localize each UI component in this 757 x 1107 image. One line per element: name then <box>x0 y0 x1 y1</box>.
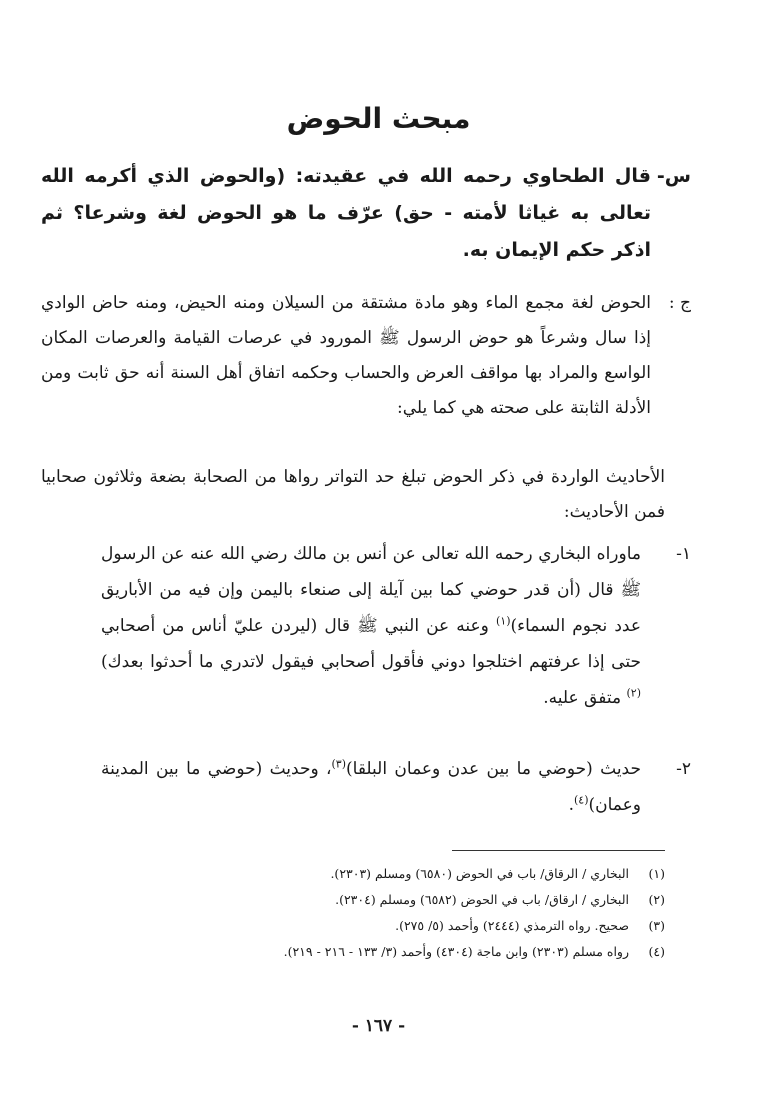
hadith-text-part: . <box>568 795 574 815</box>
hadith-text-part: متفق عليه. <box>543 688 627 708</box>
hadith-text-part: وعنه عن النبي ﷺ قال (ليردن عليّ أناس من أصحابي حتى إذا عرفتهم اختلجوا دوني فأقول أصحابي فيقول لاتدري ما أحدثوا بعدك) <box>101 616 641 672</box>
footnote-2 <box>335 890 665 910</box>
hadith-item-2 <box>101 751 691 823</box>
hadith-text-part: ماوراه البخاري رحمه الله تعالى عن أنس بن مالك رضي الله عنه عن الرسول ﷺ قال (أن قدر حوضي كما بين آيلة إلى صنعاء باليمن وإن فيه من الأباريق عدد نجوم السماء) <box>101 544 641 636</box>
answer-label: ج : <box>668 293 691 313</box>
answer-text: الحوض لغة مجمع الماء وهو مادة مشتقة من السيلان ومنه الحيض، ومنه حاض الوادي إذا سال وشرعاً هو حوض الرسول ﷺ المورود في عرصات القيامة والعرصات المكان الواسع والمراد بها مواقف العرض والحساب وحكمه اتفاق أهل السنة أنه حق ثابت ومن الأدلة الثابتة على صحته هي كما يلي: <box>41 293 651 418</box>
hadith-text <box>101 536 641 716</box>
footnote-3 <box>395 916 665 936</box>
footnote-number: (٣) <box>648 918 665 933</box>
page-title: مبحث الحوض <box>286 102 471 135</box>
footnote-ref: (٢) <box>626 686 641 700</box>
footnote-4 <box>284 942 665 962</box>
footnote-number: (١) <box>648 866 665 881</box>
footnote-text: صحيح. رواه الترمذي (٢٤٤٤) وأحمد (٥/ ٢٧٥). <box>395 918 629 933</box>
footnote-number: (٤) <box>648 944 665 959</box>
footnote-ref: (٣) <box>331 757 347 771</box>
hadith-number: ١- <box>676 544 691 564</box>
footnote-1 <box>330 864 665 884</box>
footnote-ref: (٤) <box>574 793 589 807</box>
footnote-ref: (١) <box>495 614 511 628</box>
footnote-number: (٢) <box>648 892 665 907</box>
hadith-number: ٢- <box>676 759 691 779</box>
footnote-text: البخاري / الرقاق/ باب في الحوض (٦٥٨٠) ومسلم (٢٣٠٣). <box>330 866 629 881</box>
question-block <box>41 158 691 269</box>
hadith-text <box>101 751 641 823</box>
question-label: س- <box>656 165 691 187</box>
hadith-item-1 <box>101 536 691 716</box>
question-text: قال الطحاوي رحمه الله في عقيدته: (والحوض الذي أكرمه الله تعالى به غياثا لأمته - حق) عرّف ما هو الحوض لغة وشرعا؟ ثم اذكر حكم الإيمان به. <box>41 165 651 261</box>
page-number: - ١٦٧ - <box>351 1016 406 1036</box>
answer-block <box>41 286 691 426</box>
hadith-intro-paragraph: الأحاديث الواردة في ذكر الحوض تبلغ حد التواتر رواها من الصحابة بضعة وثلاثون صحابيا فمن الأحاديث: <box>41 467 665 522</box>
hadith-text-part: حديث (حوضي ما بين عدن وعمان البلقا) <box>346 759 641 779</box>
footnote-divider <box>452 850 665 851</box>
footnote-text: البخاري / ارقاق/ باب في الحوض (٦٥٨٢) ومسلم (٢٣٠٤). <box>335 892 629 907</box>
hadith-text-part: ، وحديث (حوضي ما بين المدينة وعمان) <box>101 759 641 815</box>
footnote-text: رواه مسلم (٢٣٠٣) وابن ماجة (٤٣٠٤) وأحمد (٣/ ١٣٣ - ٢١٦ - ٢١٩). <box>283 944 629 959</box>
